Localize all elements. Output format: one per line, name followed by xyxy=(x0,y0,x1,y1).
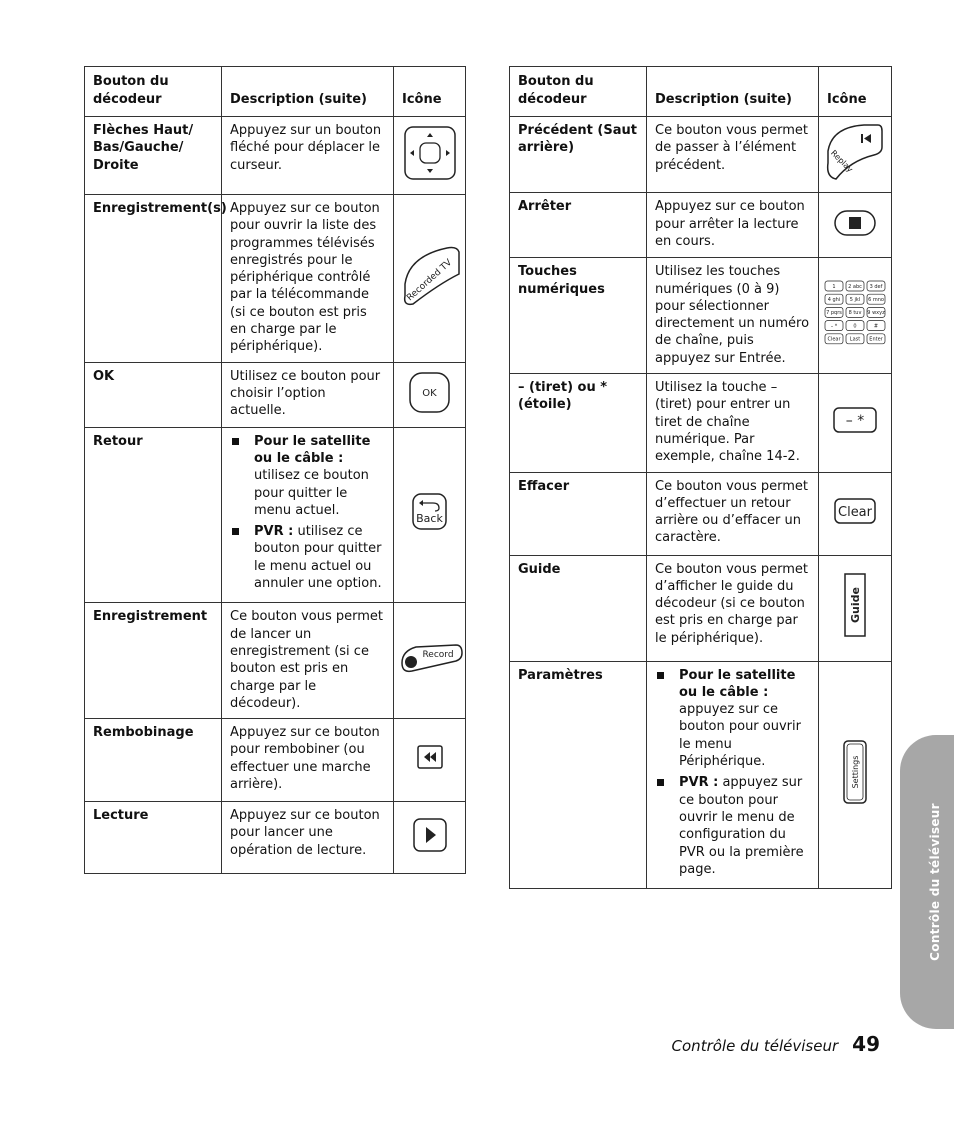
number-keypad-grid xyxy=(823,279,887,347)
chapter-side-tab-label: Contrôle du téléviseur xyxy=(928,803,942,961)
arrow-pad-icon xyxy=(394,117,466,195)
button-description: Utilisez la touche – (tiret) pour entrer un tiret de chaîne numérique. Par exemple, chaîne 14-2. xyxy=(647,374,819,472)
button-name: – (tiret) ou * (étoile) xyxy=(510,374,647,472)
table-row xyxy=(510,193,892,258)
header-button-column: Bouton du décodeur xyxy=(85,67,222,117)
button-name: Guide xyxy=(510,555,647,661)
table-row xyxy=(85,362,466,427)
keypad-key xyxy=(846,321,864,331)
table-row xyxy=(85,195,466,363)
back-icon xyxy=(394,427,466,603)
keypad-key xyxy=(846,334,864,344)
table-row xyxy=(85,802,466,874)
table-row xyxy=(85,719,466,802)
keypad-key xyxy=(867,334,885,344)
table-row xyxy=(510,661,892,889)
button-description: Ce bouton vous permet de passer à l’élément précédent. xyxy=(647,117,819,193)
table-row xyxy=(510,117,892,193)
list-item: Pour le satellite ou le câble : appuyez sur ce bouton pour ouvrir le menu Périphérique. xyxy=(655,667,810,771)
footer-section-title: Contrôle du téléviseur xyxy=(671,1037,839,1055)
keypad-key-label: 7 pqrs xyxy=(826,310,842,317)
button-name: Flèches Haut/ Bas/Gauche/ Droite xyxy=(85,117,222,195)
table-row xyxy=(510,472,892,555)
keypad-key-label: 3 def xyxy=(869,283,883,290)
button-name: Retour xyxy=(85,427,222,603)
table-header-row xyxy=(85,67,466,117)
svg-text:Replay: Replay xyxy=(829,148,855,174)
svg-text:OK: OK xyxy=(421,388,437,400)
button-description: Appuyez sur ce bouton pour ouvrir la liste des programmes télévisés enregistrés pour le périphérique contrôlé par la télécommande (si ce bouton est pris en charge par le périphérique). xyxy=(222,195,394,363)
button-description: Appuyez sur ce bouton pour lancer une opération de lecture. xyxy=(222,802,394,874)
svg-text:Recorded TV: Recorded TV xyxy=(404,257,454,303)
rewind-icon xyxy=(394,719,466,802)
keypad-key-label: 6 mno xyxy=(868,297,884,304)
table-row xyxy=(510,374,892,472)
button-description: Appuyez sur ce bouton pour rembobiner (ou effectuer une marche arrière). xyxy=(222,719,394,802)
header-icon-column: Icône xyxy=(394,67,466,117)
keypad-key xyxy=(867,281,885,291)
keypad-key-label: 5 jkl xyxy=(849,297,861,304)
table-header-row xyxy=(510,67,892,117)
button-description: Utilisez ce bouton pour choisir l’option actuelle. xyxy=(222,362,394,427)
keypad-key-label: Last xyxy=(849,336,861,343)
svg-text:Back: Back xyxy=(415,512,443,526)
keypad-key-label: 2 abc xyxy=(848,283,862,290)
button-description: Ce bouton vous permet d’afficher le guide du décodeur (si ce bouton est pris en charge par le périphérique). xyxy=(647,555,819,661)
header-description-column: Description (suite) xyxy=(222,67,394,117)
list-item: PVR : utilisez ce bouton pour quitter le menu actuel ou annuler une option. xyxy=(230,523,385,592)
button-name: Arrêter xyxy=(510,193,647,258)
recorded-tv-icon xyxy=(394,195,466,363)
list-item: PVR : appuyez sur ce bouton pour ouvrir le menu de configuration du PVR ou la première page. xyxy=(655,774,810,878)
keypad-key-label: 8 tuv xyxy=(848,310,862,317)
button-description: Appuyez sur ce bouton pour arrêter la lecture en cours. xyxy=(647,193,819,258)
table-row xyxy=(85,117,466,195)
keypad-key xyxy=(825,321,843,331)
button-name: Touches numériques xyxy=(510,258,647,374)
ok-icon xyxy=(394,362,466,427)
keypad-key xyxy=(846,281,864,291)
svg-text:Settings: Settings xyxy=(851,755,860,789)
stop-icon xyxy=(819,193,892,258)
button-name: Enregistrement xyxy=(85,603,222,719)
settings-icon xyxy=(819,661,892,889)
keypad-key-label: 0 xyxy=(853,323,857,330)
left-reference-table xyxy=(84,66,466,874)
svg-text:Record: Record xyxy=(422,650,454,661)
keypad-key-label: # xyxy=(873,323,879,330)
keypad-key xyxy=(867,294,885,304)
header-button-column: Bouton du décodeur xyxy=(510,67,647,117)
list-item: Pour le satellite ou le câble : utilisez ce bouton pour quitter le menu actuel. xyxy=(230,433,385,519)
button-name: Effacer xyxy=(510,472,647,555)
keypad-key xyxy=(825,294,843,304)
button-name: Précédent (Saut arrière) xyxy=(510,117,647,193)
button-description: Utilisez les touches numériques (0 à 9) pour sélectionner directement un numéro de chaîne, puis appuyez sur Entrée. xyxy=(647,258,819,374)
record-icon xyxy=(394,603,466,719)
table-row xyxy=(510,555,892,661)
table-row xyxy=(85,603,466,719)
svg-text:Clear: Clear xyxy=(838,504,872,520)
page-footer xyxy=(672,1032,880,1056)
keypad-key xyxy=(846,294,864,304)
keypad-key-label: Enter xyxy=(869,336,883,343)
replay-icon xyxy=(819,117,892,193)
keypad-key-label: – * xyxy=(830,323,838,330)
button-name: Paramètres xyxy=(510,661,647,889)
number-keypad-icon xyxy=(819,258,892,374)
button-name: OK xyxy=(85,362,222,427)
keypad-key-label: Clear xyxy=(827,336,841,343)
keypad-key xyxy=(825,307,843,317)
keypad-key xyxy=(846,307,864,317)
keypad-key-label: 9 wxyz xyxy=(867,310,885,317)
play-icon xyxy=(394,802,466,874)
button-name: Enregistrement(s) xyxy=(85,195,222,363)
button-name: Rembobinage xyxy=(85,719,222,802)
button-description xyxy=(647,661,819,889)
svg-text:Guide: Guide xyxy=(849,587,862,624)
button-description: Appuyez sur un bouton fléché pour déplacer le curseur. xyxy=(222,117,394,195)
right-reference-table xyxy=(509,66,892,889)
header-description-column: Description (suite) xyxy=(647,67,819,117)
guide-icon xyxy=(819,555,892,661)
dash-star-icon xyxy=(819,374,892,472)
keypad-key-label: 1 xyxy=(832,283,836,290)
keypad-key xyxy=(825,281,843,291)
clear-icon xyxy=(819,472,892,555)
svg-text:– *: – * xyxy=(845,413,865,430)
button-description: Ce bouton vous permet de lancer un enregistrement (si ce bouton est pris en charge par le décodeur). xyxy=(222,603,394,719)
table-row xyxy=(85,427,466,603)
keypad-key xyxy=(867,307,885,317)
keypad-key xyxy=(825,334,843,344)
header-icon-column: Icône xyxy=(819,67,892,117)
keypad-key xyxy=(867,321,885,331)
button-description xyxy=(222,427,394,603)
button-description: Ce bouton vous permet d’effectuer un retour arrière ou d’effacer un caractère. xyxy=(647,472,819,555)
keypad-key-label: 4 ghi xyxy=(827,297,841,304)
page-number: 49 xyxy=(852,1032,880,1056)
table-row xyxy=(510,258,892,374)
chapter-side-tab xyxy=(900,735,954,1029)
button-name: Lecture xyxy=(85,802,222,874)
